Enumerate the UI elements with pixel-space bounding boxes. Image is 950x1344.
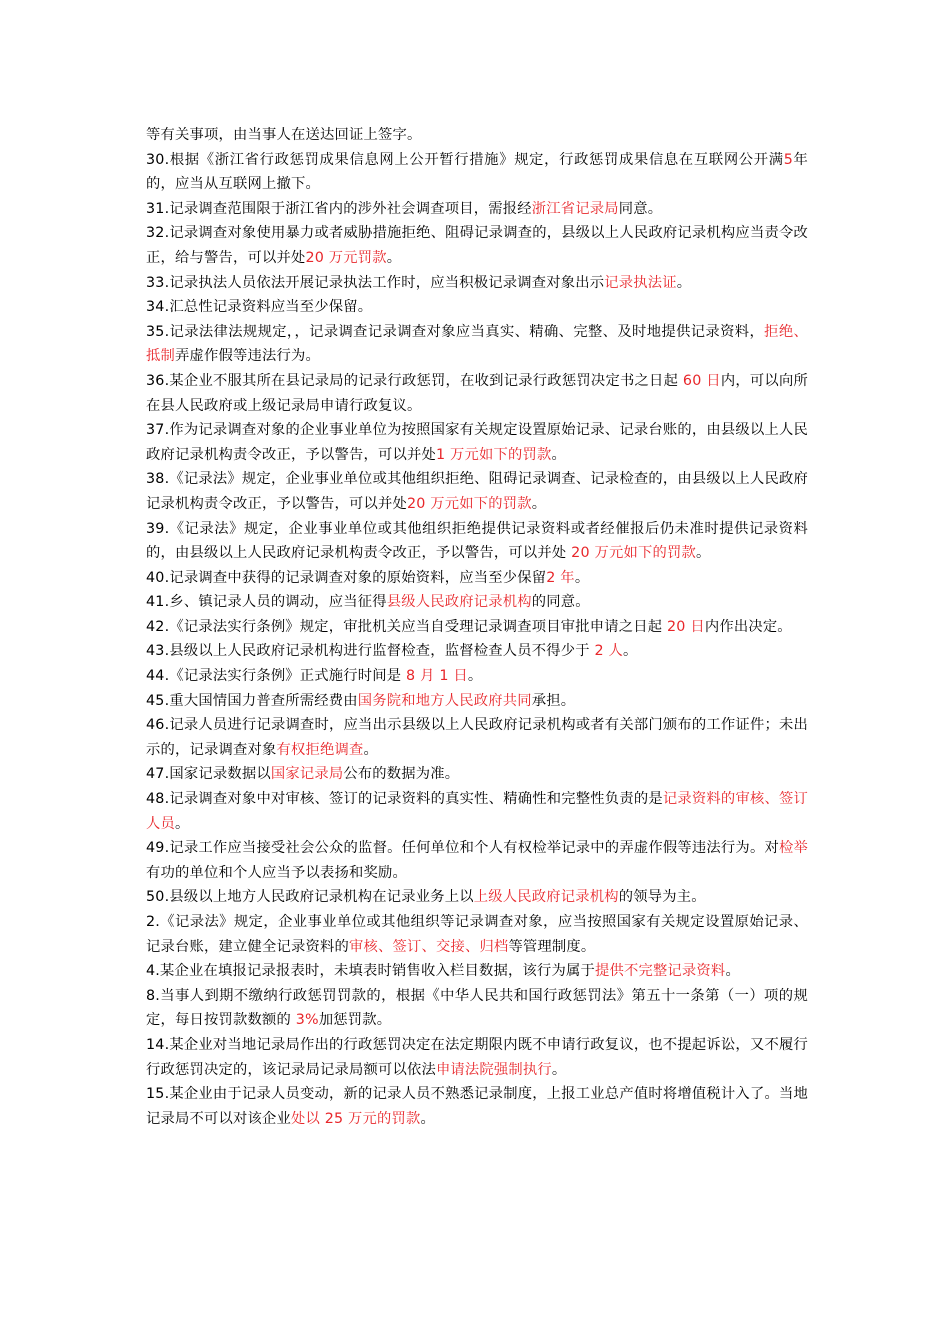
paragraph-text: 年的，应当从互联网上撤下。: [146, 151, 808, 193]
paragraph: [146, 418, 808, 467]
paragraph: [146, 467, 808, 516]
paragraph-text: 32.记录调查对象使用暴力或者威胁措施拒绝、阻碍记录调查的，县级以上人民政府记录机构应当责令改正，给与警告，可以并处: [146, 225, 808, 266]
paragraph-text: 41.乡、镇记录人员的调动，应当征得: [146, 594, 387, 611]
paragraph-text: 有功的单位和个人应当予以表扬和奖励。: [146, 864, 407, 881]
paragraph-text: 。: [363, 741, 378, 758]
paragraph-text: 50.县级以上地方人民政府记录机构在记录业务上以: [146, 889, 474, 906]
paragraph-text: 。: [386, 249, 402, 266]
paragraph: [146, 885, 808, 910]
paragraph-text: 36.某企业不服其所在县记录局的记录行政惩罚，在收到记录行政惩罚决定书之日起: [146, 372, 683, 389]
paragraph-text: 30.根据《浙江省行政惩罚成果信息网上公开暂行措施》规定，行政惩罚成果信息在互联网公开满: [146, 151, 784, 168]
paragraph-text: 等管理制度。: [508, 938, 596, 955]
highlighted-answer: 2 人: [594, 643, 624, 660]
paragraph-text: 42.《记录法实行条例》规定，审批机关应当自受理记录调查项目审批申请之日起: [146, 618, 667, 635]
highlighted-answer: 2 年: [546, 569, 575, 586]
highlighted-answer: 审核、签订、交接、归档: [348, 938, 509, 955]
paragraph: [146, 123, 808, 148]
paragraph: [146, 959, 808, 984]
highlighted-answer: 国家记录局: [270, 766, 344, 783]
paragraph-text: 的同意。: [531, 594, 590, 611]
paragraph: [146, 590, 808, 615]
paragraph-text: 31.记录调查范围限于浙江省内的涉外社会调查项目，需报经: [146, 200, 532, 217]
document-body: [146, 123, 808, 1131]
paragraph: [146, 836, 808, 885]
paragraph-text: 内，可以向所在县人民政府或上级记录局申请行政复议。: [146, 372, 809, 414]
paragraph-text: 43.县级以上人民政府记录机构进行监督检查，监督检查人员不得少于: [146, 643, 595, 660]
paragraph: [146, 713, 808, 762]
paragraph-text: 弄虚作假等违法行为。: [175, 348, 320, 365]
highlighted-answer: 20 日: [666, 618, 705, 635]
paragraph-text: 37.作为记录调查对象的企业事业单位为按照国家有关规定设置原始记录、记录台账的，由县级以上人民政府记录机构责令改正，予以警告，可以并处: [146, 422, 808, 463]
paragraph-text: 38.《记录法》规定，企业事业单位或其他组织拒绝、阻碍记录调查、记录检查的，由县级以上人民政府记录机构责令改正，予以警告，可以并处: [146, 471, 808, 512]
paragraph: [146, 221, 808, 270]
paragraph: [146, 271, 808, 296]
paragraph-text: 14.某企业对当地记录局作出的行政惩罚决定在法定期限内既不申请行政复议，也不提起诉讼，又不履行行政惩罚决定的，该记录局记录局额可以依法: [146, 1036, 808, 1078]
paragraph: [146, 639, 808, 664]
paragraph-text: 。: [175, 815, 190, 832]
paragraph-text: 同意。: [618, 200, 663, 217]
paragraph-text: 。: [676, 274, 692, 291]
highlighted-answer: 有权拒绝调查: [276, 741, 364, 758]
paragraph-text: 44.《记录法实行条例》正式施行时间是: [146, 668, 407, 685]
paragraph-text: 内作出决定。: [704, 618, 792, 635]
highlighted-answer: 3%: [295, 1012, 319, 1029]
paragraph-text: 15.某企业由于记录人员变动，新的记录人员不熟悉记录制度，上报工业总产值时将增值税计入了。当地记录局不可以对该企业: [146, 1086, 808, 1127]
paragraph: [146, 762, 808, 787]
paragraph-text: 。: [623, 643, 638, 660]
paragraph-text: 39.《记录法》规定，企业事业单位或其他组织拒绝提供记录资料或者经催报后仍未准时提供记录资料的，由县级以上人民政府记录机构责令改正，予以警告，可以并处: [146, 520, 808, 562]
highlighted-answer: 提供不完整记录资料: [594, 963, 726, 980]
highlighted-answer: 1 万元如下的罚款: [435, 446, 552, 463]
paragraph-text: 加惩罚款。: [318, 1012, 392, 1029]
paragraph-text: 4.某企业在填报记录报表时，未填表时销售收入栏目数据，该行为属于: [146, 963, 595, 980]
paragraph: [146, 566, 808, 591]
highlighted-answer: 20 万元如下的罚款: [571, 545, 696, 562]
highlighted-answer: 浙江省记录局: [531, 200, 619, 217]
highlighted-answer: 国务院和地方人民政府共同: [357, 692, 532, 709]
paragraph-text: 2.《记录法》规定，企业事业单位或其他组织等记录调查对象，应当按照国家有关规定设置原始记录、记录台账，建立健全记录资料的: [146, 914, 808, 955]
highlighted-answer: 20 万元罚款: [305, 249, 387, 266]
paragraph-text: 。: [420, 1110, 436, 1127]
paragraph-text: 。: [695, 545, 711, 562]
paragraph-text: 8.当事人到期不缴纳行政惩罚罚款的，根据《中华人民共和国行政惩罚法》第五十一条第（一）项的规定，每日按罚款数额的: [146, 987, 808, 1029]
paragraph: [146, 910, 808, 959]
highlighted-answer: 检举: [778, 840, 808, 857]
highlighted-answer: 处以 25 万元的罚款: [290, 1110, 421, 1127]
paragraph: [146, 320, 808, 369]
paragraph: [146, 664, 808, 689]
paragraph-text: 承担。: [531, 692, 576, 709]
paragraph-text: 49.记录工作应当接受社会公众的监督。任何单位和个人有权检举记录中的弄虚作假等违法行为。对: [146, 840, 779, 857]
paragraph-text: 34.汇总性记录资料应当至少保留。: [146, 299, 373, 316]
paragraph-text: 35.记录法律法规规定，，记录调查记录调查对象应当真实、精确、完整、及时地提供记录资料，: [146, 323, 765, 340]
paragraph-text: 。: [467, 668, 483, 685]
paragraph: [146, 148, 808, 197]
paragraph: [146, 689, 808, 714]
paragraph: [146, 197, 808, 222]
paragraph-text: 47.国家记录数据以: [146, 766, 271, 783]
paragraph-text: 。: [725, 963, 740, 980]
paragraph: [146, 1082, 808, 1131]
highlighted-answer: 上级人民政府记录机构: [473, 889, 619, 906]
highlighted-answer: 拒绝、抵制: [146, 323, 808, 365]
paragraph-text: 。: [531, 495, 547, 512]
paragraph-text: 。: [551, 1061, 567, 1078]
paragraph: [146, 369, 808, 418]
paragraph: [146, 984, 808, 1033]
highlighted-answer: 20 万元如下的罚款: [406, 495, 532, 512]
paragraph-text: 40.记录调查中获得的记录调查对象的原始资料，应当至少保留: [146, 569, 547, 586]
paragraph-text: 等有关事项，由当事人在送达回证上签字。: [146, 127, 422, 143]
paragraph-text: 。: [574, 569, 590, 586]
highlighted-answer: 8 月 1 日: [406, 668, 468, 685]
paragraph: [146, 615, 808, 640]
paragraph-text: 46.记录人员进行记录调查时，应当出示县级以上人民政府记录机构或者有关部门颁布的工作证件；未出示的，记录调查对象: [146, 717, 808, 758]
paragraph-text: 45.重大国情国力普查所需经费由: [146, 692, 358, 709]
highlighted-answer: 申请法院强制执行: [435, 1061, 552, 1078]
paragraph: [146, 517, 808, 566]
highlighted-answer: 县级人民政府记录机构: [386, 594, 532, 611]
paragraph-text: 的领导为主。: [618, 889, 706, 906]
paragraph-text: 公布的数据为准。: [343, 766, 460, 783]
paragraph: [146, 295, 808, 320]
highlighted-answer: 60 日: [682, 372, 721, 389]
paragraph: [146, 787, 808, 836]
highlighted-answer: 记录资料的审核、签订人员: [146, 791, 809, 832]
paragraph: [146, 1033, 808, 1082]
paragraph-text: 48.记录调查对象中对审核、签订的记录资料的真实性、精确性和完整性负责的是: [146, 791, 663, 808]
paragraph-text: 。: [551, 446, 566, 463]
highlighted-answer: 记录执法证: [604, 274, 677, 291]
highlighted-answer: 5: [783, 151, 794, 168]
paragraph-text: 33.记录执法人员依法开展记录执法工作时，应当积极记录调查对象出示: [146, 274, 605, 291]
